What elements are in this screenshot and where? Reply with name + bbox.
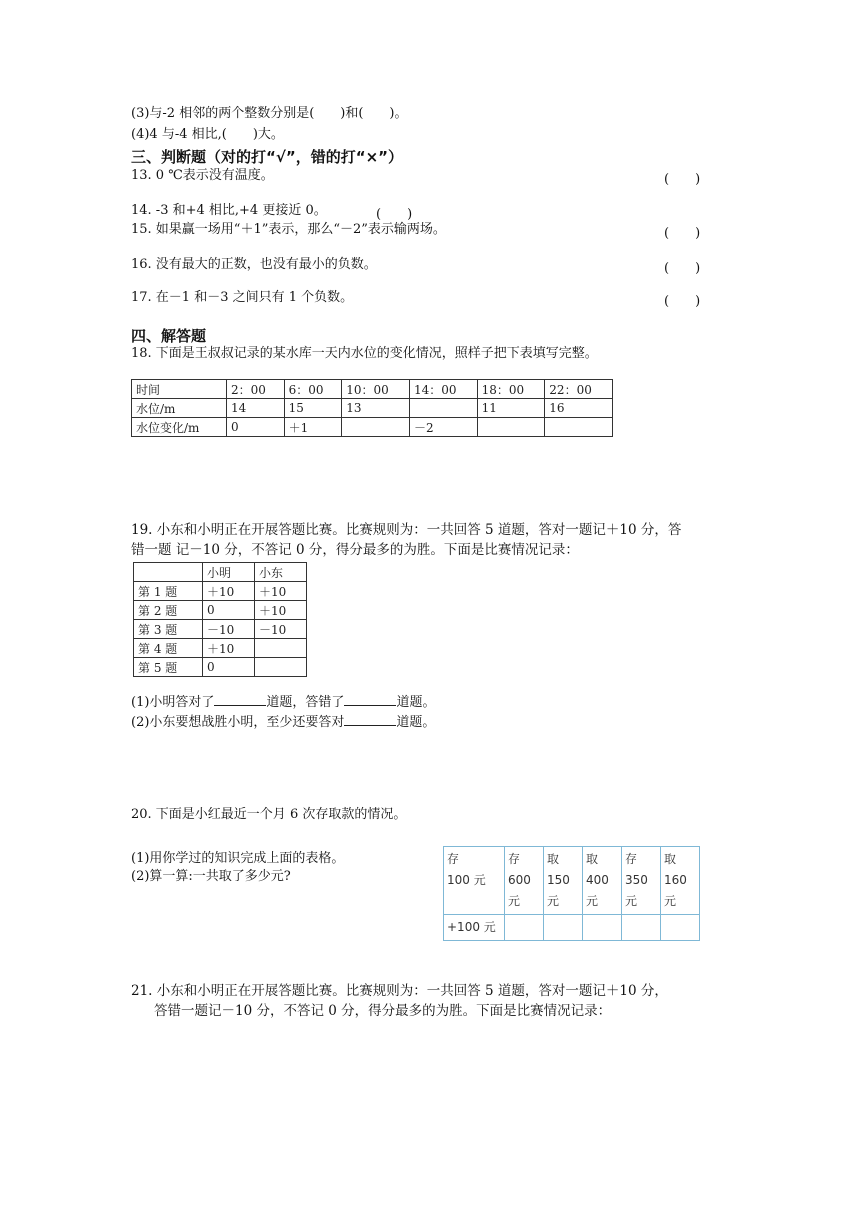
table-cell xyxy=(661,915,700,941)
table-cell: 水位/m xyxy=(132,399,227,418)
answer-paren-14: ( ) xyxy=(376,207,413,222)
section-4-title: 四、解答题 xyxy=(131,327,207,345)
table-cell: 存 600 元 xyxy=(505,847,544,915)
question-14: 14. -3 和+4 相比,+4 更接近 0。 xyxy=(131,203,327,218)
table-cell: ＋10 xyxy=(203,582,255,601)
table-cell: －10 xyxy=(255,620,307,639)
table-cell: 时间 xyxy=(132,380,227,399)
table-cell xyxy=(583,915,622,941)
question-20-sub-2: (2)算一算:一共取了多少元? xyxy=(131,869,291,884)
table-cell: 存 350 元 xyxy=(622,847,661,915)
table-cell: 取 160 元 xyxy=(661,847,700,915)
table-cell: 2：00 xyxy=(227,380,285,399)
answer-blank[interactable] xyxy=(344,713,396,726)
table-cell: ＋1 xyxy=(284,418,342,437)
table-cell: 14：00 xyxy=(409,380,477,399)
table-cell: 0 xyxy=(203,658,255,677)
table-cell: 15 xyxy=(284,399,342,418)
table-row xyxy=(444,847,700,915)
table-cell xyxy=(622,915,661,941)
question-19-sub-2 xyxy=(131,713,435,731)
question-13: 13. 0 ℃表示没有温度。 xyxy=(131,168,274,183)
table-row xyxy=(134,563,307,582)
table-cell: ＋10 xyxy=(203,639,255,658)
table-cell: 11 xyxy=(477,399,545,418)
table-cell: 0 xyxy=(227,418,285,437)
table-cell: 存 100 元 xyxy=(444,847,505,915)
table-cell: 6：00 xyxy=(284,380,342,399)
table-cell: －10 xyxy=(203,620,255,639)
sub1-part-a: (1)小明答对了 xyxy=(131,695,215,710)
sub2-part-a: (2)小东要想战胜小明，至少还要答对 xyxy=(131,715,345,730)
question-19-line-1: 19. 小东和小明正在开展答题比赛。比赛规则为：一共回答 5 道题，答对一题记＋10 分，答 xyxy=(131,522,682,538)
table-cell: 第 3 题 xyxy=(134,620,203,639)
table-cell: －2 xyxy=(409,418,477,437)
table-cell xyxy=(342,418,410,437)
answer-blank[interactable] xyxy=(214,693,266,706)
table-cell: 小明 xyxy=(203,563,255,582)
table-row xyxy=(134,620,307,639)
answer-paren-13: ( ) xyxy=(664,172,701,187)
table-cell xyxy=(409,399,477,418)
question-20: 20. 下面是小红最近一个月 6 次存取款的情况。 xyxy=(131,807,407,822)
answer-paren-16: ( ) xyxy=(664,261,701,276)
table-row xyxy=(132,380,613,399)
table-cell: 第 5 题 xyxy=(134,658,203,677)
table-row xyxy=(134,658,307,677)
table-cell: 第 4 题 xyxy=(134,639,203,658)
table-cell: 18：00 xyxy=(477,380,545,399)
question-3: (3)与-2 相邻的两个整数分别是( )和( )。 xyxy=(131,106,408,121)
table-row xyxy=(132,399,613,418)
table-row xyxy=(134,601,307,620)
question-20-sub-1: (1)用你学过的知识完成上面的表格。 xyxy=(131,851,345,866)
table-cell xyxy=(505,915,544,941)
table-cell xyxy=(477,418,545,437)
sub1-part-c: 道题。 xyxy=(396,695,436,710)
question-4: (4)4 与-4 相比,( )大。 xyxy=(131,127,284,142)
question-19-sub-1 xyxy=(131,693,435,711)
table-cell: 16 xyxy=(545,399,613,418)
table-cell: ＋10 xyxy=(255,582,307,601)
question-15: 15. 如果赢一场用“＋1”表示，那么“－2”表示输两场。 xyxy=(131,222,446,237)
table-cell: 10：00 xyxy=(342,380,410,399)
question-16: 16. 没有最大的正数，也没有最小的负数。 xyxy=(131,257,377,272)
answer-paren-17: ( ) xyxy=(664,294,701,309)
question-17: 17. 在－1 和－3 之间只有 1 个负数。 xyxy=(131,290,354,305)
table-cell xyxy=(545,418,613,437)
table-cell xyxy=(134,563,203,582)
table-cell: +100 元 xyxy=(444,915,505,941)
question-18: 18. 下面是王叔叔记录的某水库一天内水位的变化情况，照样子把下表填写完整。 xyxy=(131,346,598,361)
table-row xyxy=(134,639,307,658)
table-cell: 取 150 元 xyxy=(544,847,583,915)
water-level-table xyxy=(131,379,613,437)
sub1-part-b: 道题，答错了 xyxy=(266,695,345,710)
table-cell: ＋10 xyxy=(255,601,307,620)
table-cell: 小东 xyxy=(255,563,307,582)
table-row xyxy=(132,418,613,437)
table-cell: 第 1 题 xyxy=(134,582,203,601)
table-cell xyxy=(255,658,307,677)
table-cell xyxy=(255,639,307,658)
table-cell xyxy=(544,915,583,941)
section-3-title: 三、判断题（对的打“√”，错的打“×”） xyxy=(131,148,404,166)
table-cell: 22：00 xyxy=(545,380,613,399)
table-cell: 0 xyxy=(203,601,255,620)
answer-paren-15: ( ) xyxy=(664,226,701,241)
table-cell: 取 400 元 xyxy=(583,847,622,915)
quiz-score-table xyxy=(133,562,307,677)
table-cell: 水位变化/m xyxy=(132,418,227,437)
deposit-withdraw-table xyxy=(443,846,700,941)
question-21-line-1: 21. 小东和小明正在开展答题比赛。比赛规则为：一共回答 5 道题，答对一题记＋10 分， xyxy=(131,983,668,999)
table-cell: 第 2 题 xyxy=(134,601,203,620)
table-row xyxy=(134,582,307,601)
table-cell: 13 xyxy=(342,399,410,418)
table-row xyxy=(444,915,700,941)
table-cell: 14 xyxy=(227,399,285,418)
question-19-line-2: 错一题 记－10 分，不答记 0 分，得分最多的为胜。下面是比赛情况记录： xyxy=(131,542,579,558)
answer-blank[interactable] xyxy=(344,693,396,706)
question-21-line-2: 答错一题记－10 分，不答记 0 分，得分最多的为胜。下面是比赛情况记录： xyxy=(154,1003,612,1019)
sub2-part-b: 道题。 xyxy=(396,715,436,730)
